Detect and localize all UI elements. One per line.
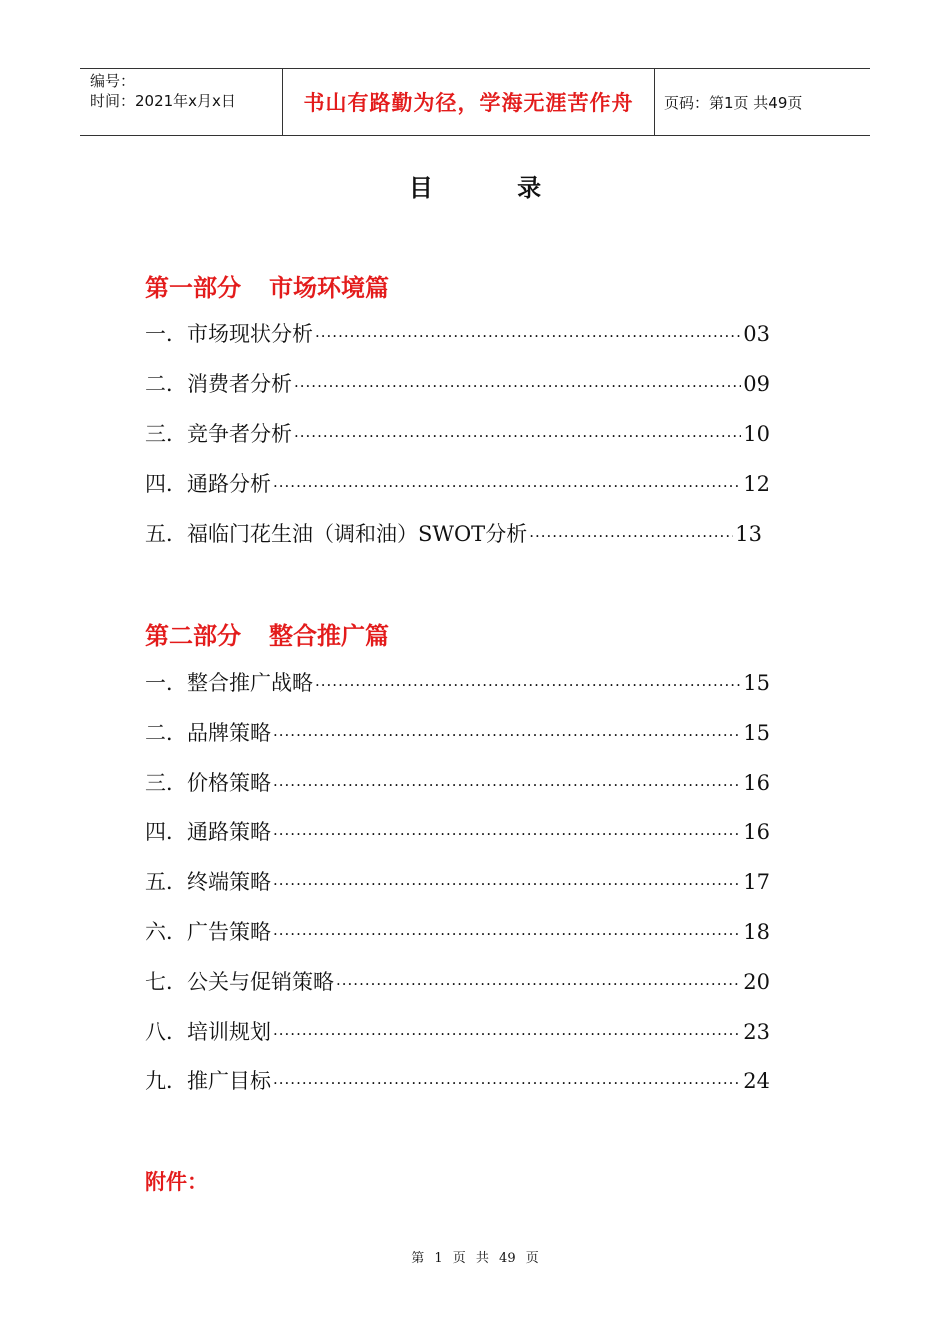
toc-entry-page: 17 [743, 870, 770, 894]
toc-entry-label: 一．市场现状分析 [145, 322, 313, 346]
header-motto: 书山有路勤为径，学海无涯苦作舟 [282, 69, 655, 135]
toc-entry-label: 六．广告策略 [145, 920, 271, 944]
page-title: 目 录 [408, 173, 580, 202]
toc-entry[interactable] [145, 667, 770, 697]
header-page-info: 页码：第1页 共49页 [664, 93, 803, 112]
toc-entry[interactable] [145, 966, 770, 996]
part2-subtitle: 整合推广篇 [269, 622, 389, 650]
toc-entry-label: 二．消费者分析 [145, 372, 292, 396]
toc-entry[interactable] [145, 717, 770, 747]
toc-entry[interactable] [145, 418, 770, 448]
toc-entry-page: 13 [735, 522, 762, 546]
part1-subtitle: 市场环境篇 [269, 274, 389, 302]
page-footer: 第 1 页 共 49 页 [411, 1251, 539, 1266]
toc-entry-label: 三．价格策略 [145, 771, 271, 795]
toc-entry-page: 20 [743, 970, 770, 994]
toc-entry[interactable] [145, 1065, 770, 1095]
header-number: 编号： [90, 72, 136, 90]
toc-leader [315, 327, 741, 345]
toc-leader [529, 527, 733, 545]
toc-entry-label: 三．竞争者分析 [145, 422, 292, 446]
toc-entry[interactable] [145, 1016, 770, 1046]
header-meta [80, 69, 282, 135]
toc-entry-page: 15 [743, 671, 770, 695]
toc-entry-label: 七．公关与促销策略 [145, 970, 334, 994]
toc-entry-page: 03 [743, 322, 770, 346]
toc-entry-label: 八．培训规划 [145, 1020, 271, 1044]
toc-entry-label: 九．推广目标 [145, 1069, 271, 1093]
toc-entry-page: 12 [743, 472, 770, 496]
toc-entry-label: 五．福临门花生油（调和油）SWOT分析 [145, 522, 528, 546]
part2-title: 第二部分 [145, 622, 241, 650]
toc-leader [273, 726, 741, 744]
toc-leader [294, 427, 741, 445]
toc-leader [273, 1025, 741, 1043]
toc-entry[interactable] [145, 816, 770, 846]
toc-entry[interactable] [145, 368, 770, 398]
header-time: 时间：2021年x月x日 [90, 92, 236, 110]
appendix-heading: 附件： [145, 1170, 208, 1194]
toc-leader [315, 676, 741, 694]
toc-entry[interactable] [145, 318, 770, 348]
toc-entry-page: 16 [743, 771, 770, 795]
toc-entry-page: 09 [743, 372, 770, 396]
toc-leader [273, 925, 741, 943]
toc-entry-label: 四．通路策略 [145, 820, 271, 844]
toc-entry[interactable] [145, 468, 770, 498]
toc-entry-label: 五．终端策略 [145, 870, 271, 894]
toc-leader [273, 825, 741, 843]
toc-entry-page: 18 [743, 920, 770, 944]
toc-leader [273, 477, 741, 495]
toc-leader [273, 875, 741, 893]
part1-title: 第一部分 [145, 274, 241, 302]
toc-entry[interactable] [145, 866, 770, 896]
toc-entry-page: 16 [743, 820, 770, 844]
toc-entry-page: 24 [743, 1069, 770, 1093]
toc-entry-label: 一．整合推广战略 [145, 671, 313, 695]
toc-entry-label: 四．通路分析 [145, 472, 271, 496]
toc-leader [273, 1074, 741, 1092]
toc-entry[interactable] [145, 767, 770, 797]
toc-leader [336, 975, 741, 993]
part1-heading [145, 268, 389, 303]
toc-entry-page: 23 [743, 1020, 770, 1044]
toc-entry[interactable] [145, 518, 762, 548]
toc-entry-label: 二．品牌策略 [145, 721, 271, 745]
toc-leader [273, 776, 741, 794]
toc-entry[interactable] [145, 916, 770, 946]
toc-leader [294, 377, 741, 395]
page-header [80, 68, 870, 136]
part2-heading [145, 616, 389, 651]
toc-entry-page: 15 [743, 721, 770, 745]
toc-entry-page: 10 [743, 422, 770, 446]
